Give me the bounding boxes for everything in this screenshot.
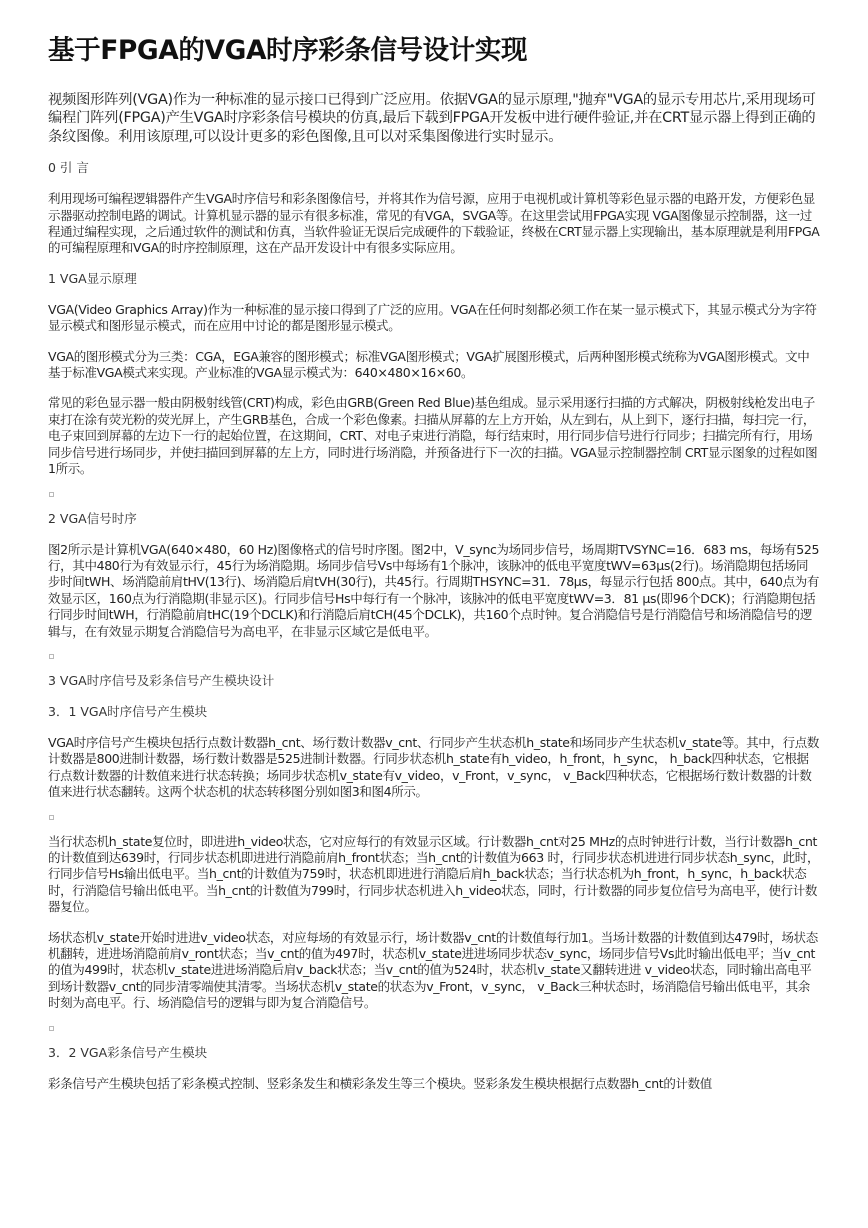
vga-principle-paragraph-3: 常见的彩色显示器一般由阴极射线管(CRT)构成，彩色由GRB(Green Red Blue)基色组成。显示采用逐行扫描的方式解决，阴极射线枪发出电子束打在涂有荧光粉的荧光屏上，产生GRB基色，合成一个彩色像素。扫描从屏幕的左上方开始，从左到右，从上到下，逐行扫描，每扫完一行，电子束回到屏幕的左边下一行的起始位置，在这期间，CRT、对电子束进行消隐，每行结束时，用行同步信号进行行同步；扫描完所有行，用场同步信号进行场同步，并使扫描回到屏幕的左上方，同时进行场消隐，并预备进行下一次的扫描。VGA显示控制器控制 CRT显示图象的过程如图1所示。 bbox=[48, 395, 818, 477]
subsection-heading-timing-module: 3．1 VGA时序信号产生模块 bbox=[48, 703, 208, 719]
color-bar-module-paragraph: 彩条信号产生模块包括了彩条模式控制、竖彩条发生和横彩条发生等三个模块。竖彩条发生模块根据行点数器h_cnt的计数值 bbox=[48, 1075, 712, 1091]
timing-module-paragraph-2: 当行状态机h_state复位时，即进进h_video状态，它对应每行的有效显示区域。行计数器h_cnt对25 MHz的点时钟进行计数，当行计数器h_cnt的计数值到达639时，行同步状态机即进进行消隐前肩h_front状态；当h_cnt的计数值为663 时，行同步状态机进进行同步状态h_sync，此时，行同步信号Hs输出低电平。当h_cnt的计数值为759时，状态机即进进行消隐后肩h_back状态；当行状态机为h_front，h_sync，h_back状态时，行消隐信号输出低电平。当h_cnt的计数值为799时，行同步状态机进入h_video状态，同时，行计数器的同步复位信号为高电平，使行计数器复位。 bbox=[48, 833, 820, 915]
figure-2-image-placeholder bbox=[49, 654, 54, 659]
figure-5-image-placeholder bbox=[49, 1026, 54, 1031]
subsection-heading-color-bar-module: 3．2 VGA彩条信号产生模块 bbox=[48, 1044, 208, 1060]
figure-1-image-placeholder bbox=[49, 492, 54, 497]
section-heading-introduction: 0 引 言 bbox=[48, 160, 89, 176]
vga-principle-paragraph-2: VGA的图形模式分为三类：CGA，EGA兼容的图形模式；标准VGA图形模式；VGA扩展图形模式，后两种图形模式统称为VGA图形模式。文中基于标准VGA模式来实现。产业标准的VGA显示模式为：640×480×16×60。 bbox=[48, 348, 810, 381]
section-heading-vga-timing: 2 VGA信号时序 bbox=[48, 510, 137, 526]
vga-principle-paragraph-1: VGA(Video Graphics Array)作为一种标准的显示接口得到了广泛的应用。VGA在任何时刻都必须工作在某一显示模式下，其显示模式分为字符显示模式和图形显示模式，而在应用中讨论的都是图形显示模式。 bbox=[48, 301, 817, 334]
section-heading-module-design: 3 VGA时序信号及彩条信号产生模块设计 bbox=[48, 672, 275, 688]
vga-timing-paragraph: 图2所示是计算机VGA(640×480，60 Hz)图像格式的信号时序图。图2中，V_sync为场同步信号，场周期TVSYNC=16．683 ms，每场有525行，其中480行为有效显示行，45行为场消隐期。场同步信号Vs中每场有1个脉冲，该脉冲的低电平宽度tWV=63μs(2行)。场消隐期包括场同步时间tWH、场消隐前肩tHV(13行)、场消隐后肩tVH(30行)，共45行。行周期THSYNC=31．78μs，每显示行包括 800点。其中，640点为有效显示区，160点为行消隐期(非显示区)。行同步信号Hs中每行有一个脉冲，该脉冲的低电平宽度tWV=3．81 μs(即96个DCK)；行消隐期包括行同步时间tWH，行消隐前肩tHC(19个DCLK)和行消隐后肩tCH(45个DCLK)，共160个点时钟。复合消隐信号是行消隐信号和场消隐信号的逻辑与，在有效显示期复合消隐信号为高电平，在非显示区域它是低电平。 bbox=[48, 541, 820, 639]
timing-module-paragraph-3: 场状态机v_state开始时进进v_video状态，对应每场的有效显示行，场计数器v_cnt的计数值每行加1。当场计数器的计数值到达479时，场状态机翻转，进进场消隐前肩v_ront状态；当v_cnt的值为497时，状态机v_state进进场同步状态v_sync，场同步信号Vs此时输出低电平；当v_cnt的值为499时，状态机v_state进进场消隐后肩v_back状态；当v_cnt的值为524时，状态机v_state又翻转进进 v_video状态，同时输出高电平到场计数器v_cnt的同步清零端使其清零。当场状态机v_state的状态为v_Front，v_sync， v_Back三种状态时，场消隐信号输出低电平，其余时刻为高电平。行、场消隐信号的逻辑与即为复合消隐信号。 bbox=[48, 929, 818, 1011]
document-title: 基于FPGA的VGA时序彩条信号设计实现 bbox=[48, 35, 528, 66]
abstract-paragraph: 视频图形阵列(VGA)作为一种标准的显示接口已得到广泛应用。依据VGA的显示原理,"抛弃"VGA的显示专用芯片,采用现场可编程门阵列(FPGA)产生VGA时序彩条信号模块的仿真,最后下载到FPGA开发板中进行硬件验证,并在CRT显示器上得到正确的条纹图像。利用该原理,可以设计更多的彩色图像,且可以对采集图像进行实时显示。 bbox=[48, 92, 816, 145]
section-heading-vga-principle: 1 VGA显示原理 bbox=[48, 270, 137, 286]
figure-3-4-image-placeholder bbox=[49, 815, 54, 820]
timing-module-paragraph-1: VGA时序信号产生模块包括行点数计数器h_cnt、场行数计数器v_cnt、行同步产生状态机h_state和场同步产生状态机v_state等。其中，行点数计数器是800进制计数器，场行数计数器是525进制计数器。行同步状态机h_state有h_video，h_front，h_sync， h_back四种状态，它根据行点数计数器的计数值来进行状态转换；场同步状态机v_state有v_video，v_Front，v_sync， v_Back四种状态，它根据场行数计数器的计数值来进行状态翻转。这两个状态机的状态转移图分别如图3和图4所示。 bbox=[48, 734, 820, 800]
introduction-paragraph: 利用现场可编程逻辑器件产生VGA时序信号和彩条图像信号，并将其作为信号源，应用于电视机或计算机等彩色显示器的电路开发，方便彩色显示器驱动控制电路的调试。计算机显示器的显示有很多标准，常见的有VGA，SVGA等。在这里尝试用FPGA实现 VGA图像显示控制器，这一过程通过编程实现，之后通过软件的测试和仿真，当软件验证无误后完成硬件的下载验证，终极在CRT显示器上实现输出，基本原理就是利用FPGA的可编程原理和VGA的时序控制原理，这在产品开发设计中有很多实际应用。 bbox=[48, 191, 820, 256]
